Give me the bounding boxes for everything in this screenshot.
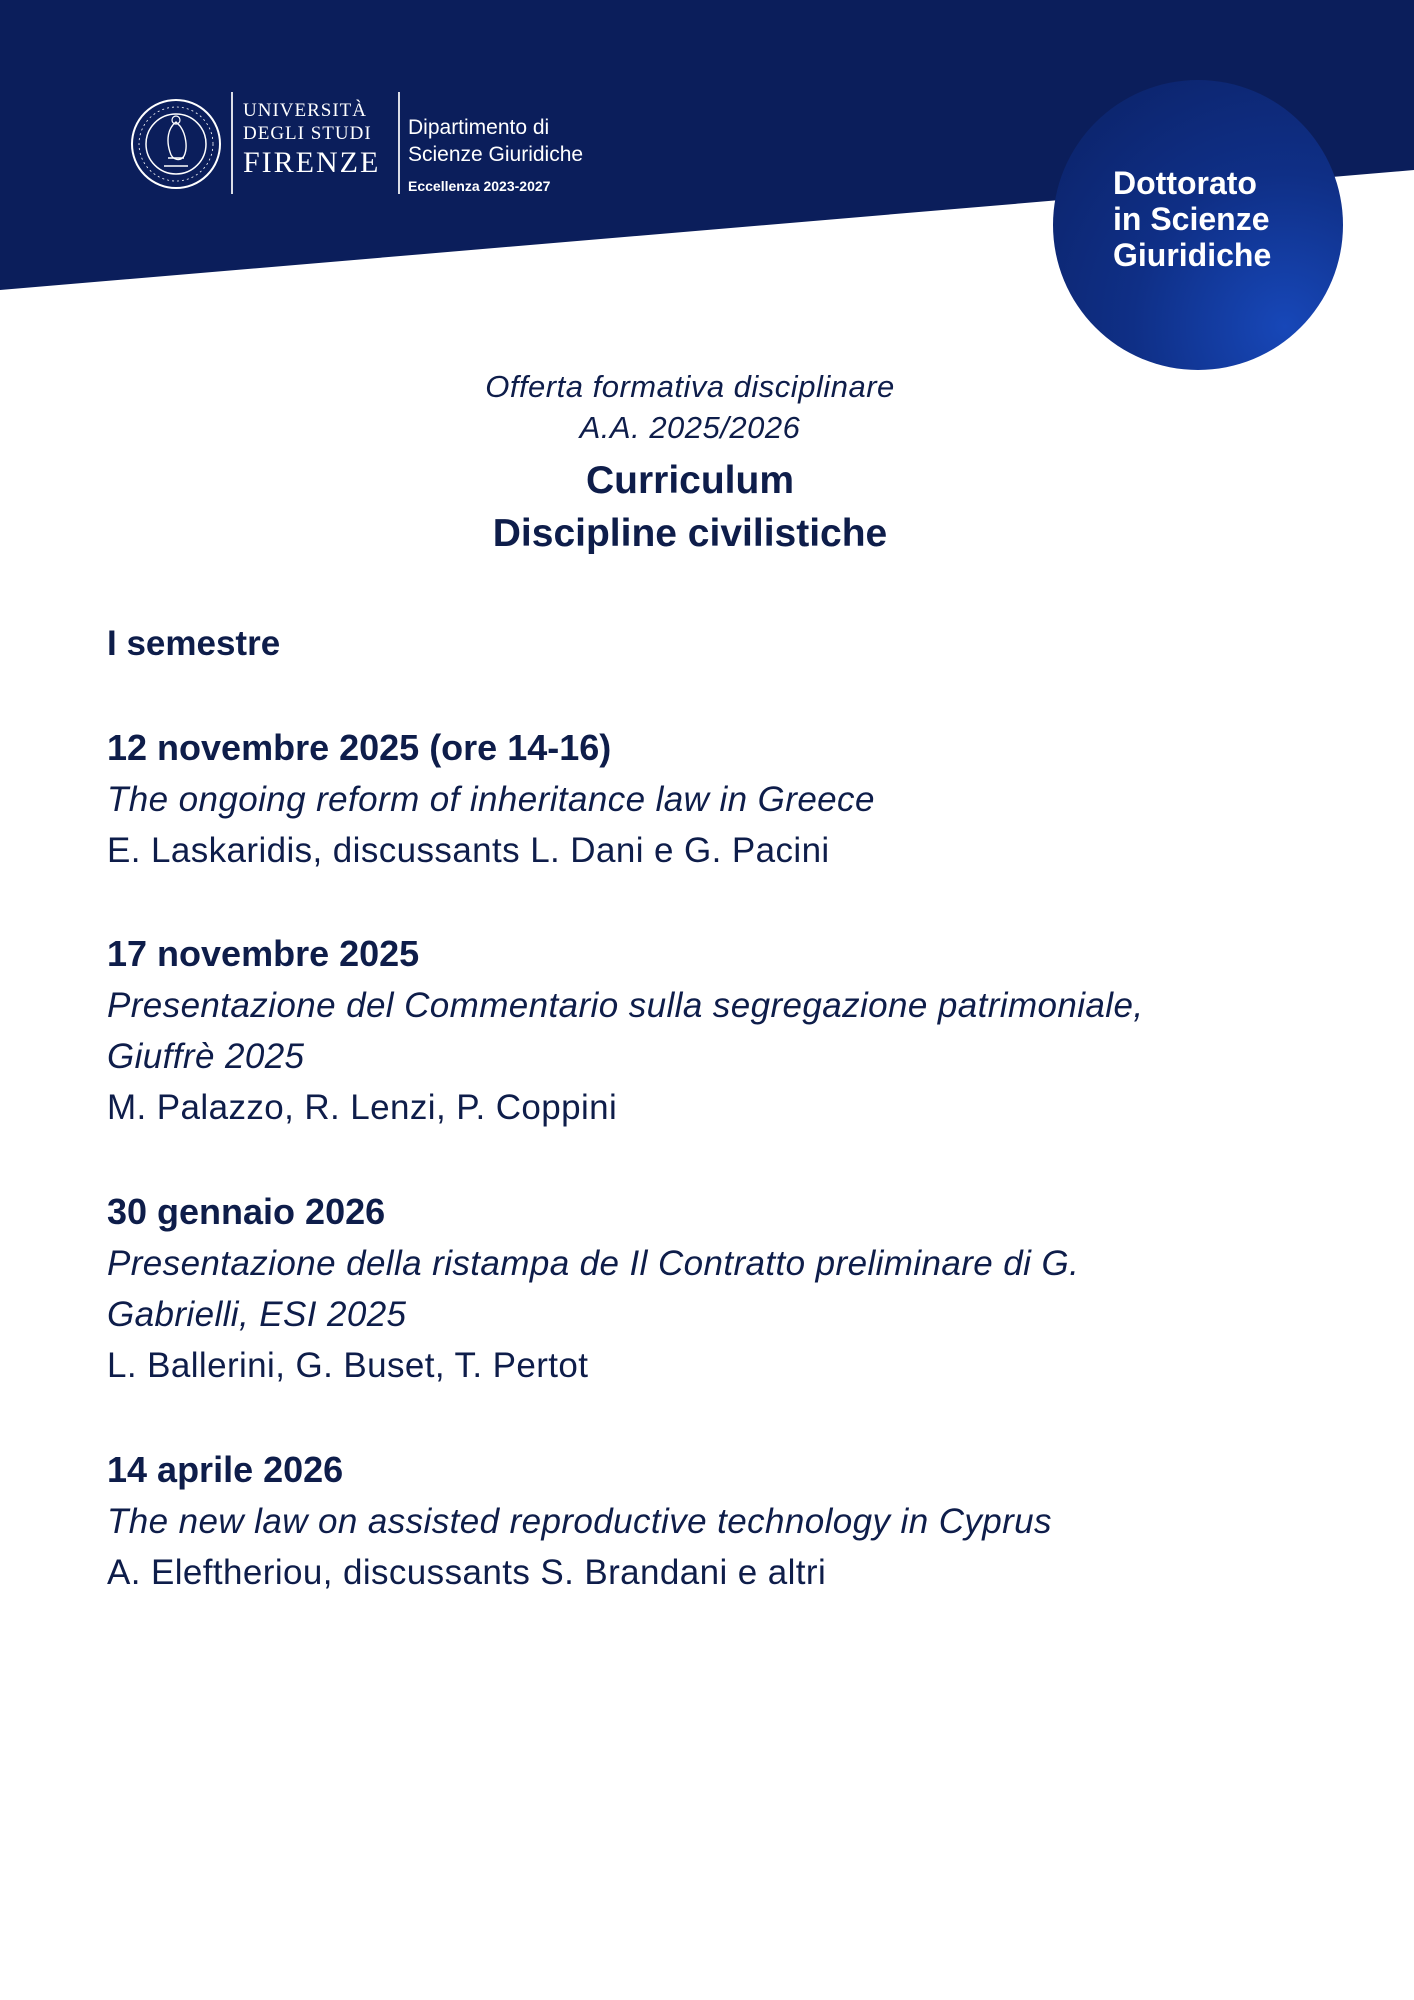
event-date: 30 gennaio 2026 <box>107 1191 386 1232</box>
dottorato-badge <box>1053 80 1343 370</box>
event-title: The ongoing reform of inheritance law in Greece <box>107 780 875 819</box>
department-eccellenza: Eccellenza 2023-2027 <box>408 178 551 194</box>
event-item <box>107 1186 1337 1392</box>
logo-divider-right <box>398 92 400 194</box>
title-block <box>0 366 1380 560</box>
event-title: Presentazione del Commentario sulla segregazione patrimoniale, <box>107 986 1144 1025</box>
badge-line-1: Dottorato <box>1113 165 1257 201</box>
academic-year: A.A. 2025/2026 <box>579 410 801 445</box>
event-speakers: E. Laskaridis, discussants L. Dani e G. Pacini <box>107 831 830 870</box>
event-item <box>107 928 1337 1134</box>
event-item <box>107 722 1337 877</box>
badge-text <box>1113 165 1333 273</box>
event-title-continued: Gabrielli, ESI 2025 <box>107 1295 407 1334</box>
event-item <box>107 1444 1337 1599</box>
event-title-continued: Giuffrè 2025 <box>107 1037 305 1076</box>
university-line-2: DEGLI STUDI <box>243 123 372 144</box>
title-intro: Offerta formativa disciplinare <box>485 369 895 404</box>
badge-line-3: Giuridiche <box>1113 237 1272 273</box>
badge-line-2: in Scienze <box>1113 201 1270 237</box>
event-title: Presentazione della ristampa de Il Contratto preliminare di G. <box>107 1244 1080 1283</box>
event-title: The new law on assisted reproductive technology in Cyprus <box>107 1502 1052 1541</box>
department-line-2: Scienze Giuridiche <box>408 143 584 166</box>
discipline-heading: Discipline civilistiche <box>492 512 888 555</box>
university-line-1: UNIVERSITÀ <box>243 100 367 121</box>
curriculum-heading: Curriculum <box>585 459 795 502</box>
university-line-3: FIRENZE <box>243 146 381 179</box>
semester-heading: I semestre <box>107 624 281 663</box>
university-seal-icon <box>128 96 224 192</box>
department-line-1: Dipartimento di <box>408 116 550 139</box>
event-date: 17 novembre 2025 <box>107 933 420 974</box>
event-date: 14 aprile 2026 <box>107 1449 344 1490</box>
university-wordmark <box>231 94 391 194</box>
event-date: 12 novembre 2025 (ore 14-16) <box>107 727 612 768</box>
event-speakers: L. Ballerini, G. Buset, T. Pertot <box>107 1346 589 1385</box>
event-speakers: M. Palazzo, R. Lenzi, P. Coppini <box>107 1088 618 1127</box>
event-speakers: A. Eleftheriou, discussants S. Brandani e altri <box>107 1553 827 1592</box>
